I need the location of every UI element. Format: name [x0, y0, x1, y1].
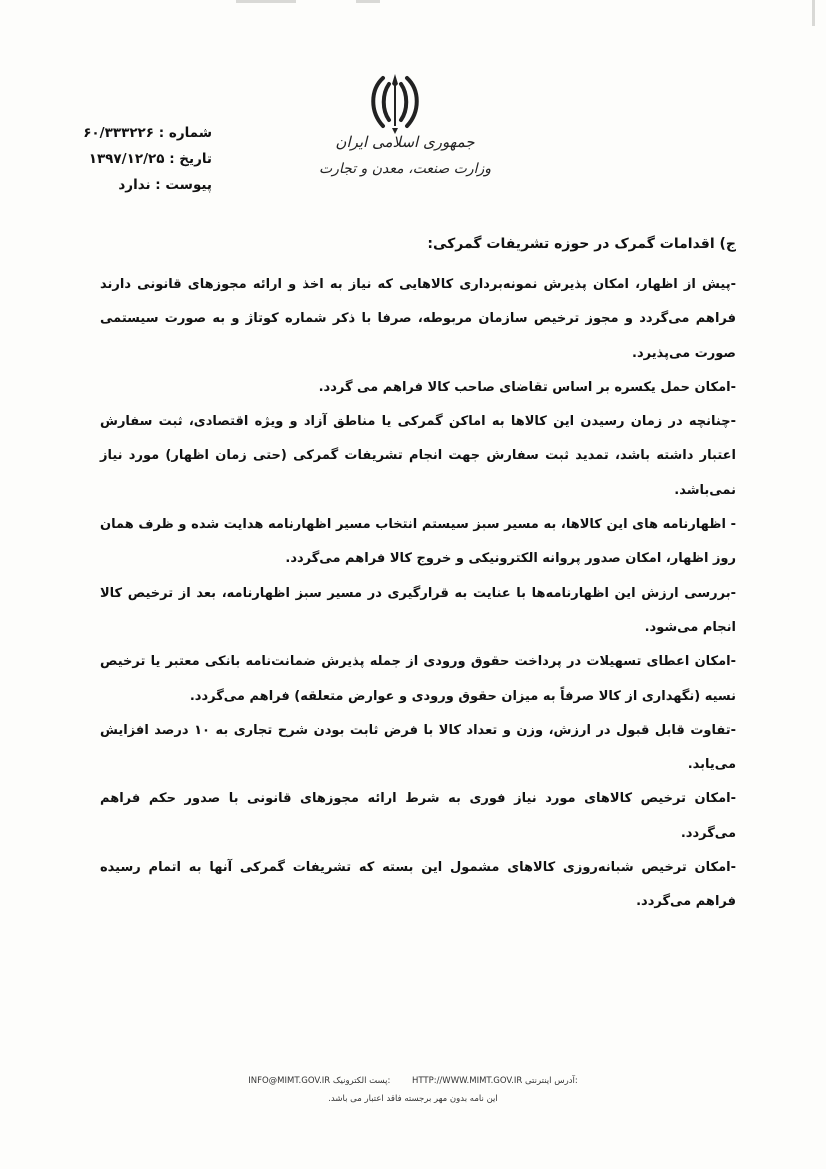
ministry-name: وزارت صنعت، معدن و تجارت	[318, 161, 492, 177]
footer-email-label: پست الکترونیک:	[332, 1076, 391, 1086]
scan-mark	[356, 0, 380, 3]
paragraph: -امکان اعطای تسهیلات در پرداخت حقوق ورودی از جمله پذیرش ضمانت‌نامه بانکی معتبر یا ترخیص نسیه (نگهداری از کالا صرفاً به میزان حقوق ورودی و عوارض متعلقه) فراهم می‌گردد.	[100, 654, 736, 704]
number-row	[62, 120, 212, 146]
number-label: شماره :	[158, 125, 212, 141]
attachment-value: ندارد	[118, 177, 151, 193]
footer-email: INFO@MIMT.GOV.IR	[248, 1076, 331, 1086]
footer-note: این نامه بدون مهر برجسته فاقد اعتبار می باشد.	[328, 1094, 498, 1104]
letter-footer	[200, 1072, 626, 1108]
number-value: ۶۰/۳۳۳۲۲۶	[83, 125, 155, 141]
paragraph: - اظهارنامه های این کالاها، به مسیر سبز سیستم انتخاب مسیر اظهارنامه هدایت شده و ظرف همان روز اظهار، امکان صدور پروانه الکترونیکی و خروج کالا فراهم می‌گردد.	[100, 517, 736, 567]
date-row	[62, 146, 212, 172]
paragraph: -چنانچه در زمان رسیدن این کالاها به اماکن گمرکی یا مناطق آزاد و ویژه اقتصادی، ثبت سفارش اعتبار داشته باشد، تمدید ثبت سفارش جهت انجام تشریفات گمرکی (حتی زمان اظهار) مورد نیاز نمی‌باشد.	[100, 414, 736, 498]
country-name: جمهوری اسلامی ایران	[335, 133, 475, 151]
footer-website-label: آدرس اینترنتی:	[524, 1076, 578, 1086]
section-title: ج) اقدامات گمرک در حوزه تشریفات گمرکی:	[427, 236, 736, 252]
scan-mark	[236, 0, 296, 3]
footer-website: HTTP://WWW.MIMT.GOV.IR	[411, 1076, 523, 1086]
paragraph: -امکان حمل یکسره بر اساس تقاضای صاحب کالا فراهم می گردد.	[318, 379, 736, 395]
footer-contact	[200, 1072, 626, 1090]
attachment-row	[62, 172, 212, 198]
paragraph: -پیش از اظهار، امکان پذیرش نمونه‌برداری کالاهایی که نیاز به اخذ و ارائه مجوزهای قانونی دارند فراهم می‌گردد و مجوز ترخیص سازمان مربوطه، صرفا با ذکر شماره کوتاژ و به صورت سیستمی صورت می‌پذیرد.	[100, 277, 736, 361]
paragraph: -تفاوت قابل قبول در ارزش، وزن و تعداد کالا با فرض ثابت بودن شرح تجاری به ۱۰ درصد افزایش می‌یابد.	[100, 722, 736, 773]
attachment-label: پیوست :	[155, 177, 212, 193]
date-value: ۱۳۹۷/۱۲/۲۵	[88, 151, 165, 167]
scan-mark	[812, 0, 815, 26]
letter-meta	[62, 120, 212, 198]
paragraph: -بررسی ارزش این اظهارنامه‌ها با عنایت به قرارگیری در مسیر سبز اظهارنامه، بعد از ترخیص کالا انجام می‌شود.	[100, 585, 736, 635]
letterhead	[300, 130, 510, 184]
letter-body	[100, 268, 736, 920]
iran-emblem-icon	[366, 70, 424, 136]
date-label: تاریخ :	[169, 151, 212, 167]
paragraph: -امکان ترخیص شبانه‌روزی کالاهای مشمول این بسته که تشریفات گمرکی آنها به اتمام رسیده فراهم می‌گردد.	[100, 860, 736, 910]
paragraph: -امکان ترخیص کالاهای مورد نیاز فوری به شرط ارائه مجوزهای قانونی با صدور حکم فراهم می‌گردد.	[100, 791, 736, 841]
